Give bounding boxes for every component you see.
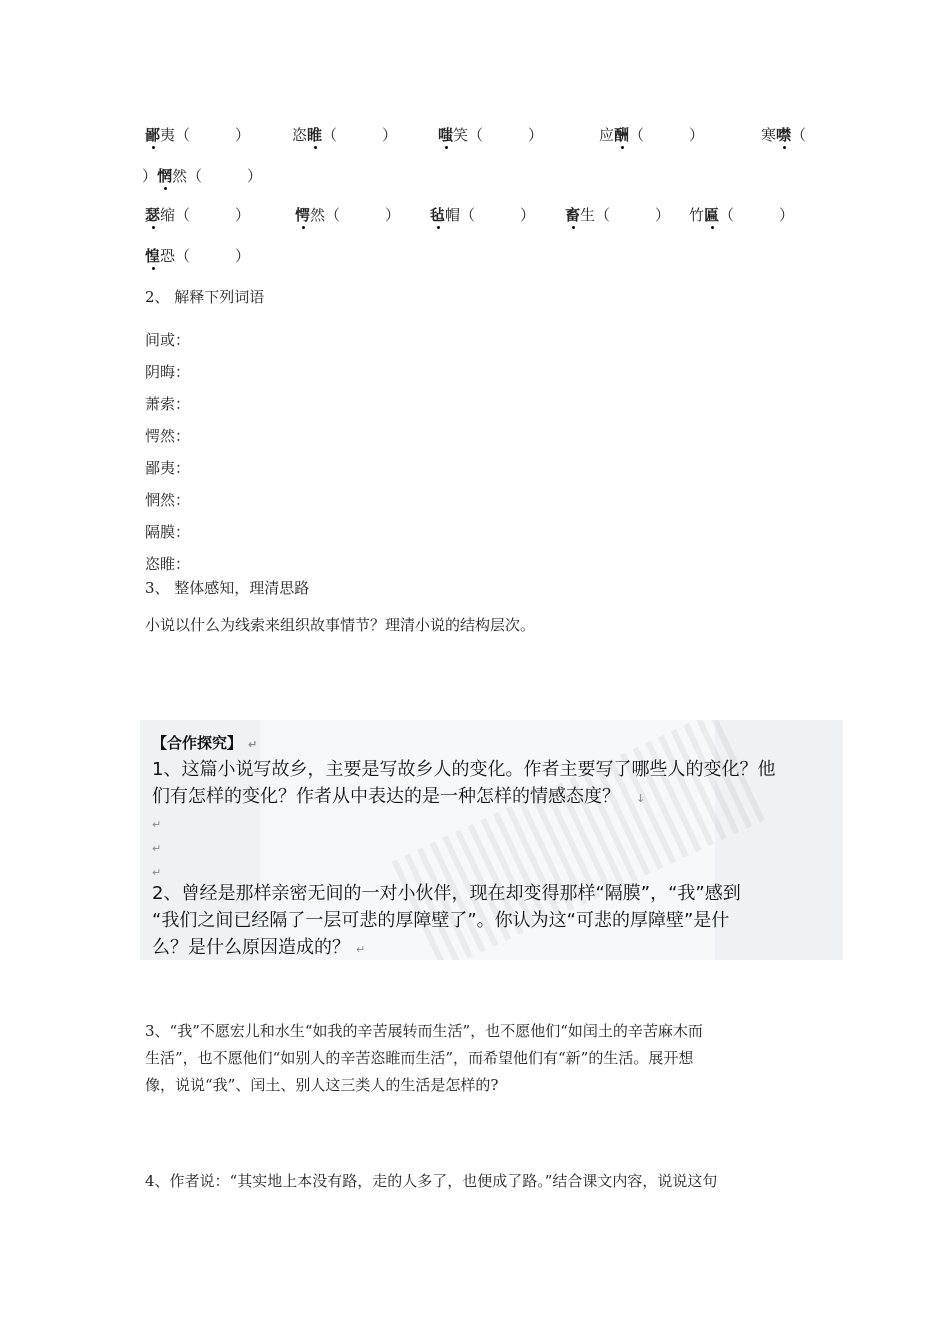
question-4: 4、作者说：“其实地上本没有路，走的人多了，也便成了路。”结合课文内容，说说这句	[145, 1172, 718, 1190]
term-item: 恣睢：	[145, 555, 191, 573]
pinyin-item: 应酬（ ）	[599, 126, 705, 144]
pinyin-item: 嗤笑（ ）	[438, 126, 544, 144]
return-mark: ↵	[152, 842, 162, 855]
pinyin-item: 畜生（ ）	[565, 206, 671, 224]
term-item: 间或：	[145, 331, 191, 349]
section-3-question: 小说以什么为线索来组织故事情节？理清小说的结构层次。	[145, 616, 536, 634]
pinyin-item: 竹匾（ ）	[689, 206, 795, 224]
coop-question-2: 2、曾经是那样亲密无间的一对小伙伴，现在却变得那样“隔膜”，“我”感到 “我们之间已经隔了一层可悲的厚障壁了”。你认为这“可悲的厚障壁”是什 么？是什么原因造成的？ ↵	[152, 883, 741, 958]
pinyin-item: 寒噤（	[761, 126, 807, 144]
term-item: 惘然：	[145, 491, 191, 509]
term-item: 隔膜：	[145, 523, 191, 541]
pinyin-item: 惶恐（ ）	[145, 247, 251, 265]
question-3: 3、“我”不愿宏儿和水生“如我的辛苦展转而生活”，也不愿他们“如闰土的辛苦麻木而 生活”，也不愿他们“如别人的辛苦恣睢而生活”，而希望他们有“新”的生活。展开想 像，说说“我”、闰土、别人这三类人的生活是怎样的?	[145, 1022, 703, 1094]
pinyin-item: ）惘然（ ）	[142, 167, 263, 185]
return-mark: ↵	[152, 818, 162, 831]
return-mark: ↵	[152, 866, 162, 879]
cooperative-exploration-image	[140, 720, 843, 960]
pinyin-item: 鄙夷（ ）	[145, 126, 251, 144]
term-item: 愕然：	[145, 427, 191, 445]
term-item: 萧索：	[145, 395, 191, 413]
pinyin-item: 毡帽（ ）	[430, 206, 536, 224]
coop-question-1: 1、这篇小说写故乡，主要是写故乡人的变化。作者主要写了哪些人的变化？他 们有怎样的变化？作者从中表达的是一种怎样的情感态度？ ↓	[152, 759, 776, 807]
term-item: 鄙夷：	[145, 459, 191, 477]
section-2-title: 2、 解释下列词语	[145, 288, 265, 306]
pinyin-item: 恣睢（ ）	[292, 126, 398, 144]
coop-heading: 【合作探究】 ↵	[152, 734, 258, 752]
pinyin-item: 瑟缩（ ）	[145, 206, 251, 224]
term-item: 阴晦：	[145, 363, 191, 381]
pinyin-item: 愕然（ ）	[295, 206, 401, 224]
section-3-title: 3、 整体感知，理清思路	[145, 579, 310, 597]
